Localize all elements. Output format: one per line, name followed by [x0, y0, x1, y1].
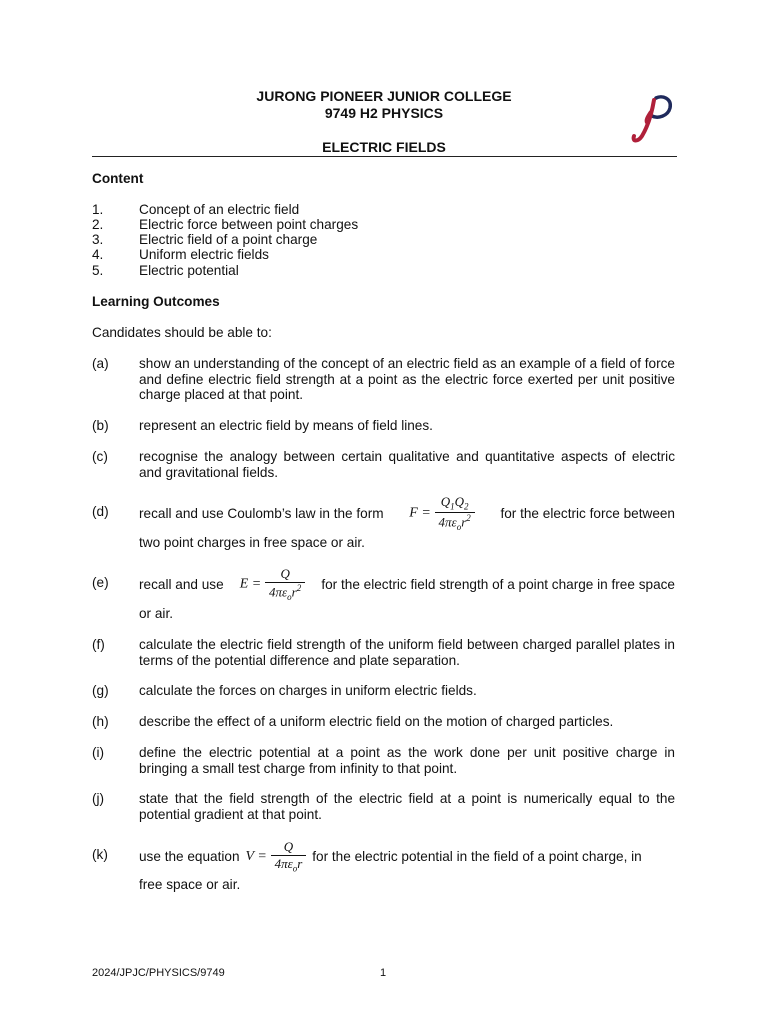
- outcome-label: (g): [92, 683, 109, 698]
- content-item-number: 2.: [92, 217, 104, 232]
- college-name: JURONG PIONEER JUNIOR COLLEGE: [256, 88, 512, 104]
- content-heading: Content: [92, 171, 144, 186]
- outcome-text-pre: recall and use: [139, 576, 224, 592]
- content-item: Electric force between point charges: [139, 217, 359, 232]
- formula-lhs: V =: [245, 848, 267, 864]
- potential-formula: [246, 839, 307, 874]
- outcomes-heading: Learning Outcomes: [92, 294, 220, 309]
- outcome-text: show an understanding of the concept of an electric field as an example of a field of force and define electric field strength at a point as the electric force exerted per unit positive charge placed at that point.: [139, 356, 675, 402]
- outcome-text: state that the field strength of the electric field at a point is numerically equal to the potential gradient at that point.: [139, 791, 675, 822]
- outcome-text: recognise the analogy between certain qualitative and quantitative aspects of electric and gravitational fields.: [139, 449, 675, 480]
- formula-fraction: $\frac{Q_1Q_2}{4\pi\varepsilon_or^2}$: [435, 494, 475, 532]
- outcome-label: (a): [92, 356, 109, 371]
- topic-title: ELECTRIC FIELDS: [322, 139, 446, 155]
- outcome-text: calculate the forces on charges in uniform electric fields.: [139, 683, 477, 698]
- outcome-formula-row: [139, 564, 675, 604]
- outcome-text-pre: use the equation: [139, 848, 240, 864]
- outcome-text: calculate the electric field strength of the uniform field between charged parallel plates in terms of the potential difference and plate separation.: [139, 637, 675, 668]
- content-item-number: 1.: [92, 202, 104, 217]
- footer-document-code: 2024/JPJC/PHYSICS/9749: [92, 967, 225, 979]
- outcome-text-post: for the electric field strength of a point charge in free space: [321, 576, 675, 592]
- outcome-label: (k): [92, 847, 108, 862]
- outcome-label: (i): [92, 745, 105, 760]
- outcome-text-pre: recall and use Coulomb’s law in the form: [139, 505, 384, 521]
- formula-fraction: $\frac{Q}{4\pi\varepsilon_or^2}$: [265, 566, 305, 602]
- outcome-formula-row: [139, 493, 675, 533]
- outcome-label: (c): [92, 449, 108, 464]
- formula-lhs: F =: [409, 505, 431, 521]
- page-number: 1: [380, 967, 387, 979]
- content-item-number: 3.: [92, 232, 104, 247]
- outcome-label: (b): [92, 418, 109, 433]
- content-item-number: 4.: [92, 247, 104, 262]
- outcomes-intro: Candidates should be able to:: [92, 325, 272, 340]
- jp-logo-icon: [628, 92, 678, 148]
- outcome-text: describe the effect of a uniform electric field on the motion of charged particles.: [139, 714, 614, 729]
- content-item: Electric field of a point charge: [139, 232, 318, 247]
- content-item-number: 5.: [92, 263, 104, 278]
- outcome-label: (j): [92, 791, 105, 806]
- outcome-text-cont: free space or air.: [139, 877, 241, 892]
- outcome-formula-row: [139, 836, 675, 876]
- outcome-label: (h): [92, 714, 109, 729]
- outcome-text: define the electric potential at a point as the work done per unit positive charge in bringing a small test charge from infinity to that point.: [139, 745, 675, 776]
- content-item: Electric potential: [139, 263, 239, 278]
- course-code: 9749 H2 PHYSICS: [324, 105, 444, 121]
- outcome-label: (e): [92, 575, 109, 590]
- header-divider: [92, 156, 677, 157]
- formula-lhs: E =: [239, 576, 262, 592]
- content-item: Uniform electric fields: [139, 247, 269, 262]
- outcome-label: (f): [92, 637, 105, 652]
- outcome-text: represent an electric field by means of field lines.: [139, 418, 433, 433]
- outcome-text-post: for the electric potential in the field of a point charge, in: [312, 848, 642, 864]
- outcome-label: (d): [92, 504, 109, 519]
- formula-fraction: $\frac{Q}{4\pi\varepsilon_or}$: [271, 839, 307, 874]
- outcome-text-post: for the electric force between: [500, 505, 675, 521]
- outcome-text-cont: two point charges in free space or air.: [139, 535, 365, 550]
- outcome-text-cont: or air.: [139, 606, 173, 621]
- content-item: Concept of an electric field: [139, 202, 300, 217]
- coulomb-formula: [409, 494, 474, 532]
- field-formula: [240, 566, 305, 602]
